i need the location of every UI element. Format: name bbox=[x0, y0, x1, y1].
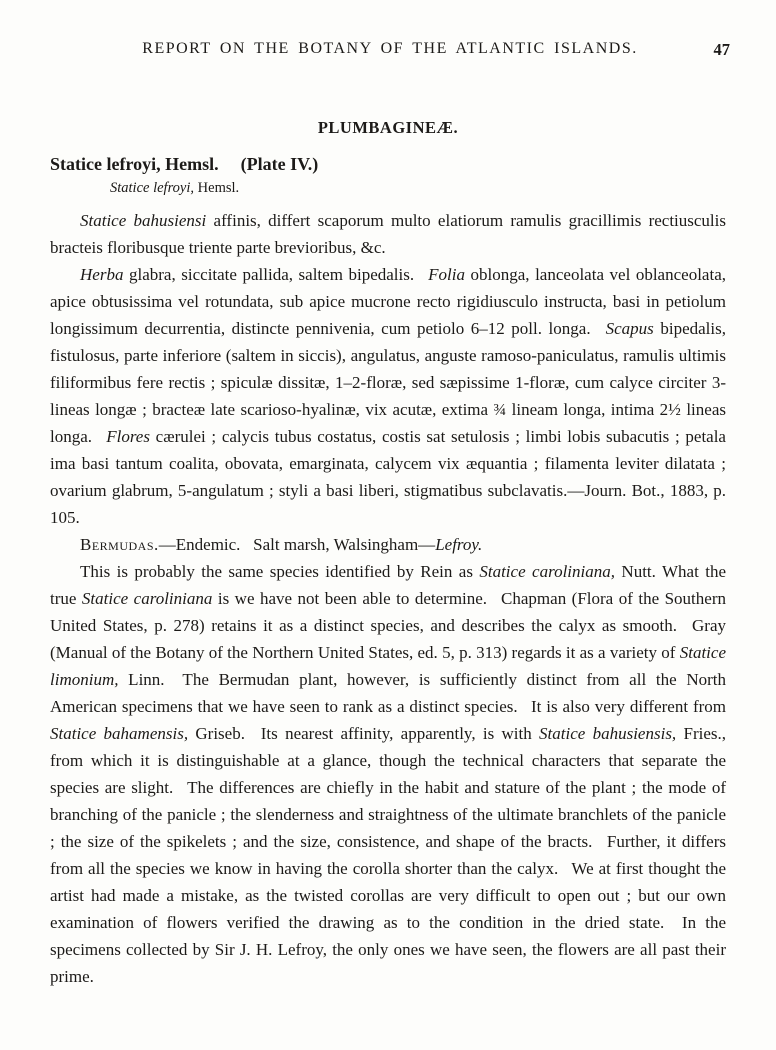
plate-reference: (Plate IV.) bbox=[240, 154, 319, 174]
synonym-line: Statice lefroyi, Hemsl. bbox=[110, 180, 240, 196]
paragraph-distribution: Bermudas.—Endemic. Salt marsh, Walsingham—Lefroy. bbox=[80, 535, 483, 554]
page-title: REPORT ON THE BOTANY OF THE ATLANTIC ISLANDS. bbox=[142, 40, 638, 57]
page-body bbox=[50, 118, 726, 990]
species-name: Statice lefroyi, Hemsl. bbox=[50, 154, 219, 174]
family-heading: PLUMBAGINEÆ. bbox=[317, 118, 459, 137]
running-head bbox=[50, 40, 730, 64]
species-heading bbox=[50, 154, 726, 175]
page-number: 47 bbox=[713, 40, 730, 59]
paragraph-latin-diagnosis: Statice bahusiensi affinis, differt scaporum multo elatiorum ramulis gracillimis rectiusculis bracteis floribusque triente parte brevioribus, &c. bbox=[50, 211, 726, 257]
paragraph-latin-description: Herba glabra, siccitate pallida, saltem bipedalis. Folia oblonga, lanceolata vel oblanceolata, apice obtusissima vel rotundata, sub apice mucrone recto rigidiusculo instructa, basi in petiolum longissimum decurrentia, distincte pennivenia, cum petiolo 6–12 poll. longa. Scapus bipedalis, fistulosus, parte inferiore (saltem in siccis), angulatus, anguste ramoso-paniculatus, ramulis ultimis filiformibus fere rectis ; spiculæ dissitæ, 1–2-floræ, sed sæpissime 1-floræ, cum calyce circiter 3-lineas longæ ; bracteæ late scarioso-hyalinæ, vix acutæ, extima ¾ lineam longa, intima 2½ lineas longa. Flores cærulei ; calycis tubus costatus, costis sat setulosis ; limbi lobis subacutis ; petala ima basi tantum coalita, obovata, emarginata, calycem vix æquantia ; filamenta leviter dilatata ; ovarium glabrum, 5-angulatum ; styli a basi liberi, stigmatibus subclavatis.—Journ. Bot., 1883, p. 105. bbox=[50, 265, 726, 527]
paragraph-discussion: This is probably the same species identified by Rein as Statice caroliniana, Nutt. What the true Statice caroliniana is we have not been able to determine. Chapman (Flora of the Southern United States, p. 278) retains it as a distinct species, and describes the calyx as smooth. Gray (Manual of the Botany of the Northern United States, ed. 5, p. 313) regards it as a variety of Statice limonium, Linn. The Bermudan plant, however, is sufficiently distinct from all the North American specimens that we have seen to rank as a distinct species. It is also very different from Statice bahamensis, Griseb. Its nearest affinity, apparently, is with Statice bahusiensis, Fries., from which it is distinguishable at a glance, though the technical characters that separate the species are slight. The differences are chiefly in the habit and stature of the plant ; the mode of branching of the panicle ; the slenderness and straightness of the ultimate branchlets of the panicle ; the size of the spikelets ; and the size, consistence, and shape of the bracts. Further, it differs from all the species we know in having the corolla shorter than the calyx. We at first thought the artist had made a mistake, as the twisted corollas are very difficult to open out ; but our own examination of flowers verified the drawing as to the condition in the dried state. In the specimens collected by Sir J. H. Lefroy, the only ones we have seen, the flowers are all past their prime. bbox=[50, 562, 726, 986]
